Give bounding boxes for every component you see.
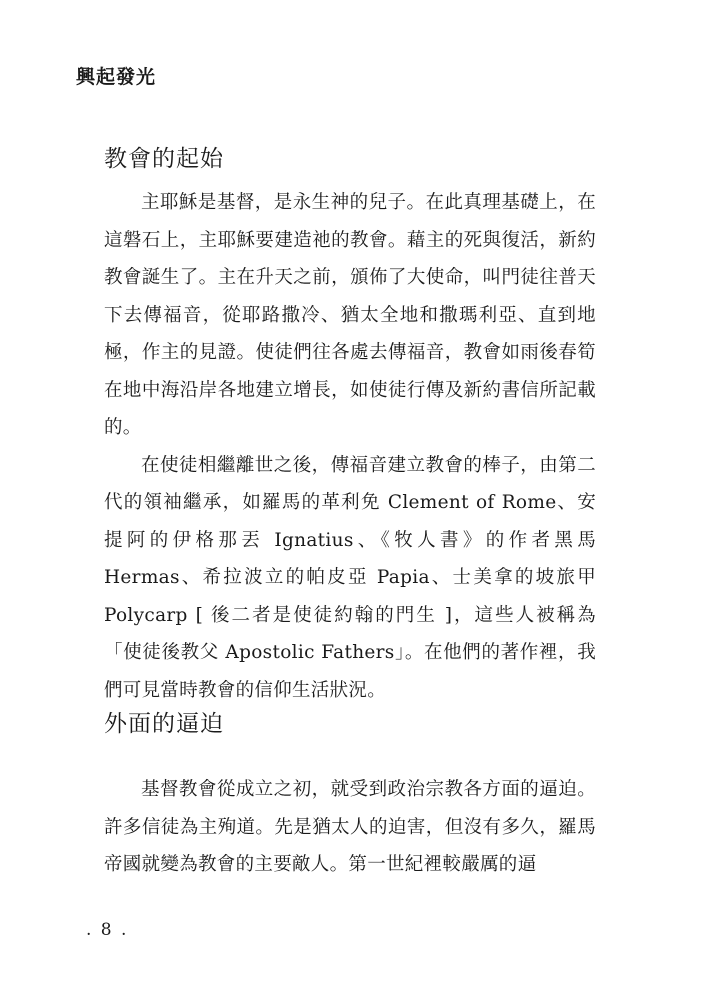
- section-title-church-origin: 教會的起始: [104, 146, 224, 172]
- paragraph: 基督教會從成立之初，就受到政治宗教各方面的逼迫。許多信徒為主殉道。先是猶太人的迫害，但沒有多久，羅馬帝國就變為教會的主要敵人。第一世紀裡較嚴厲的逼: [104, 779, 596, 875]
- page-number: . 8 .: [86, 920, 129, 940]
- section-body-church-origin: [104, 184, 596, 709]
- paragraph: 在使徒相繼離世之後，傳福音建立教會的棒子，由第二代的領袖繼承，如羅馬的革利免 Clement of Rome、安提阿的伊格那丟 Ignatius、《牧人書》的作者黑馬 Hermas、希拉波立的帕皮亞 Papia、士美拿的坡旅甲 Polycarp [ 後二者是使徒約翰的門生 ]，這些人被稱為「使徒後教父 Apostolic Fathers」。在他們的著作裡，我們可見當時教會的信仰生活狀況。: [104, 454, 596, 701]
- paragraph: 主耶穌是基督，是永生神的兒子。在此真理基礎上，在這磐石上，主耶穌要建造祂的教會。藉主的死與復活，新約教會誕生了。主在升天之前，頒佈了大使命，叫門徒往普天下去傳福音，從耶路撒冷、猶太全地和撒瑪利亞、直到地極，作主的見證。使徒們往各處去傳福音，教會如雨後春筍在地中海沿岸各地建立增長，如使徒行傳及新約書信所記載的。: [104, 192, 596, 438]
- running-head: 興起發光: [76, 66, 157, 88]
- section-body-persecution: [104, 771, 596, 884]
- section-title-persecution: 外面的逼迫: [104, 711, 224, 737]
